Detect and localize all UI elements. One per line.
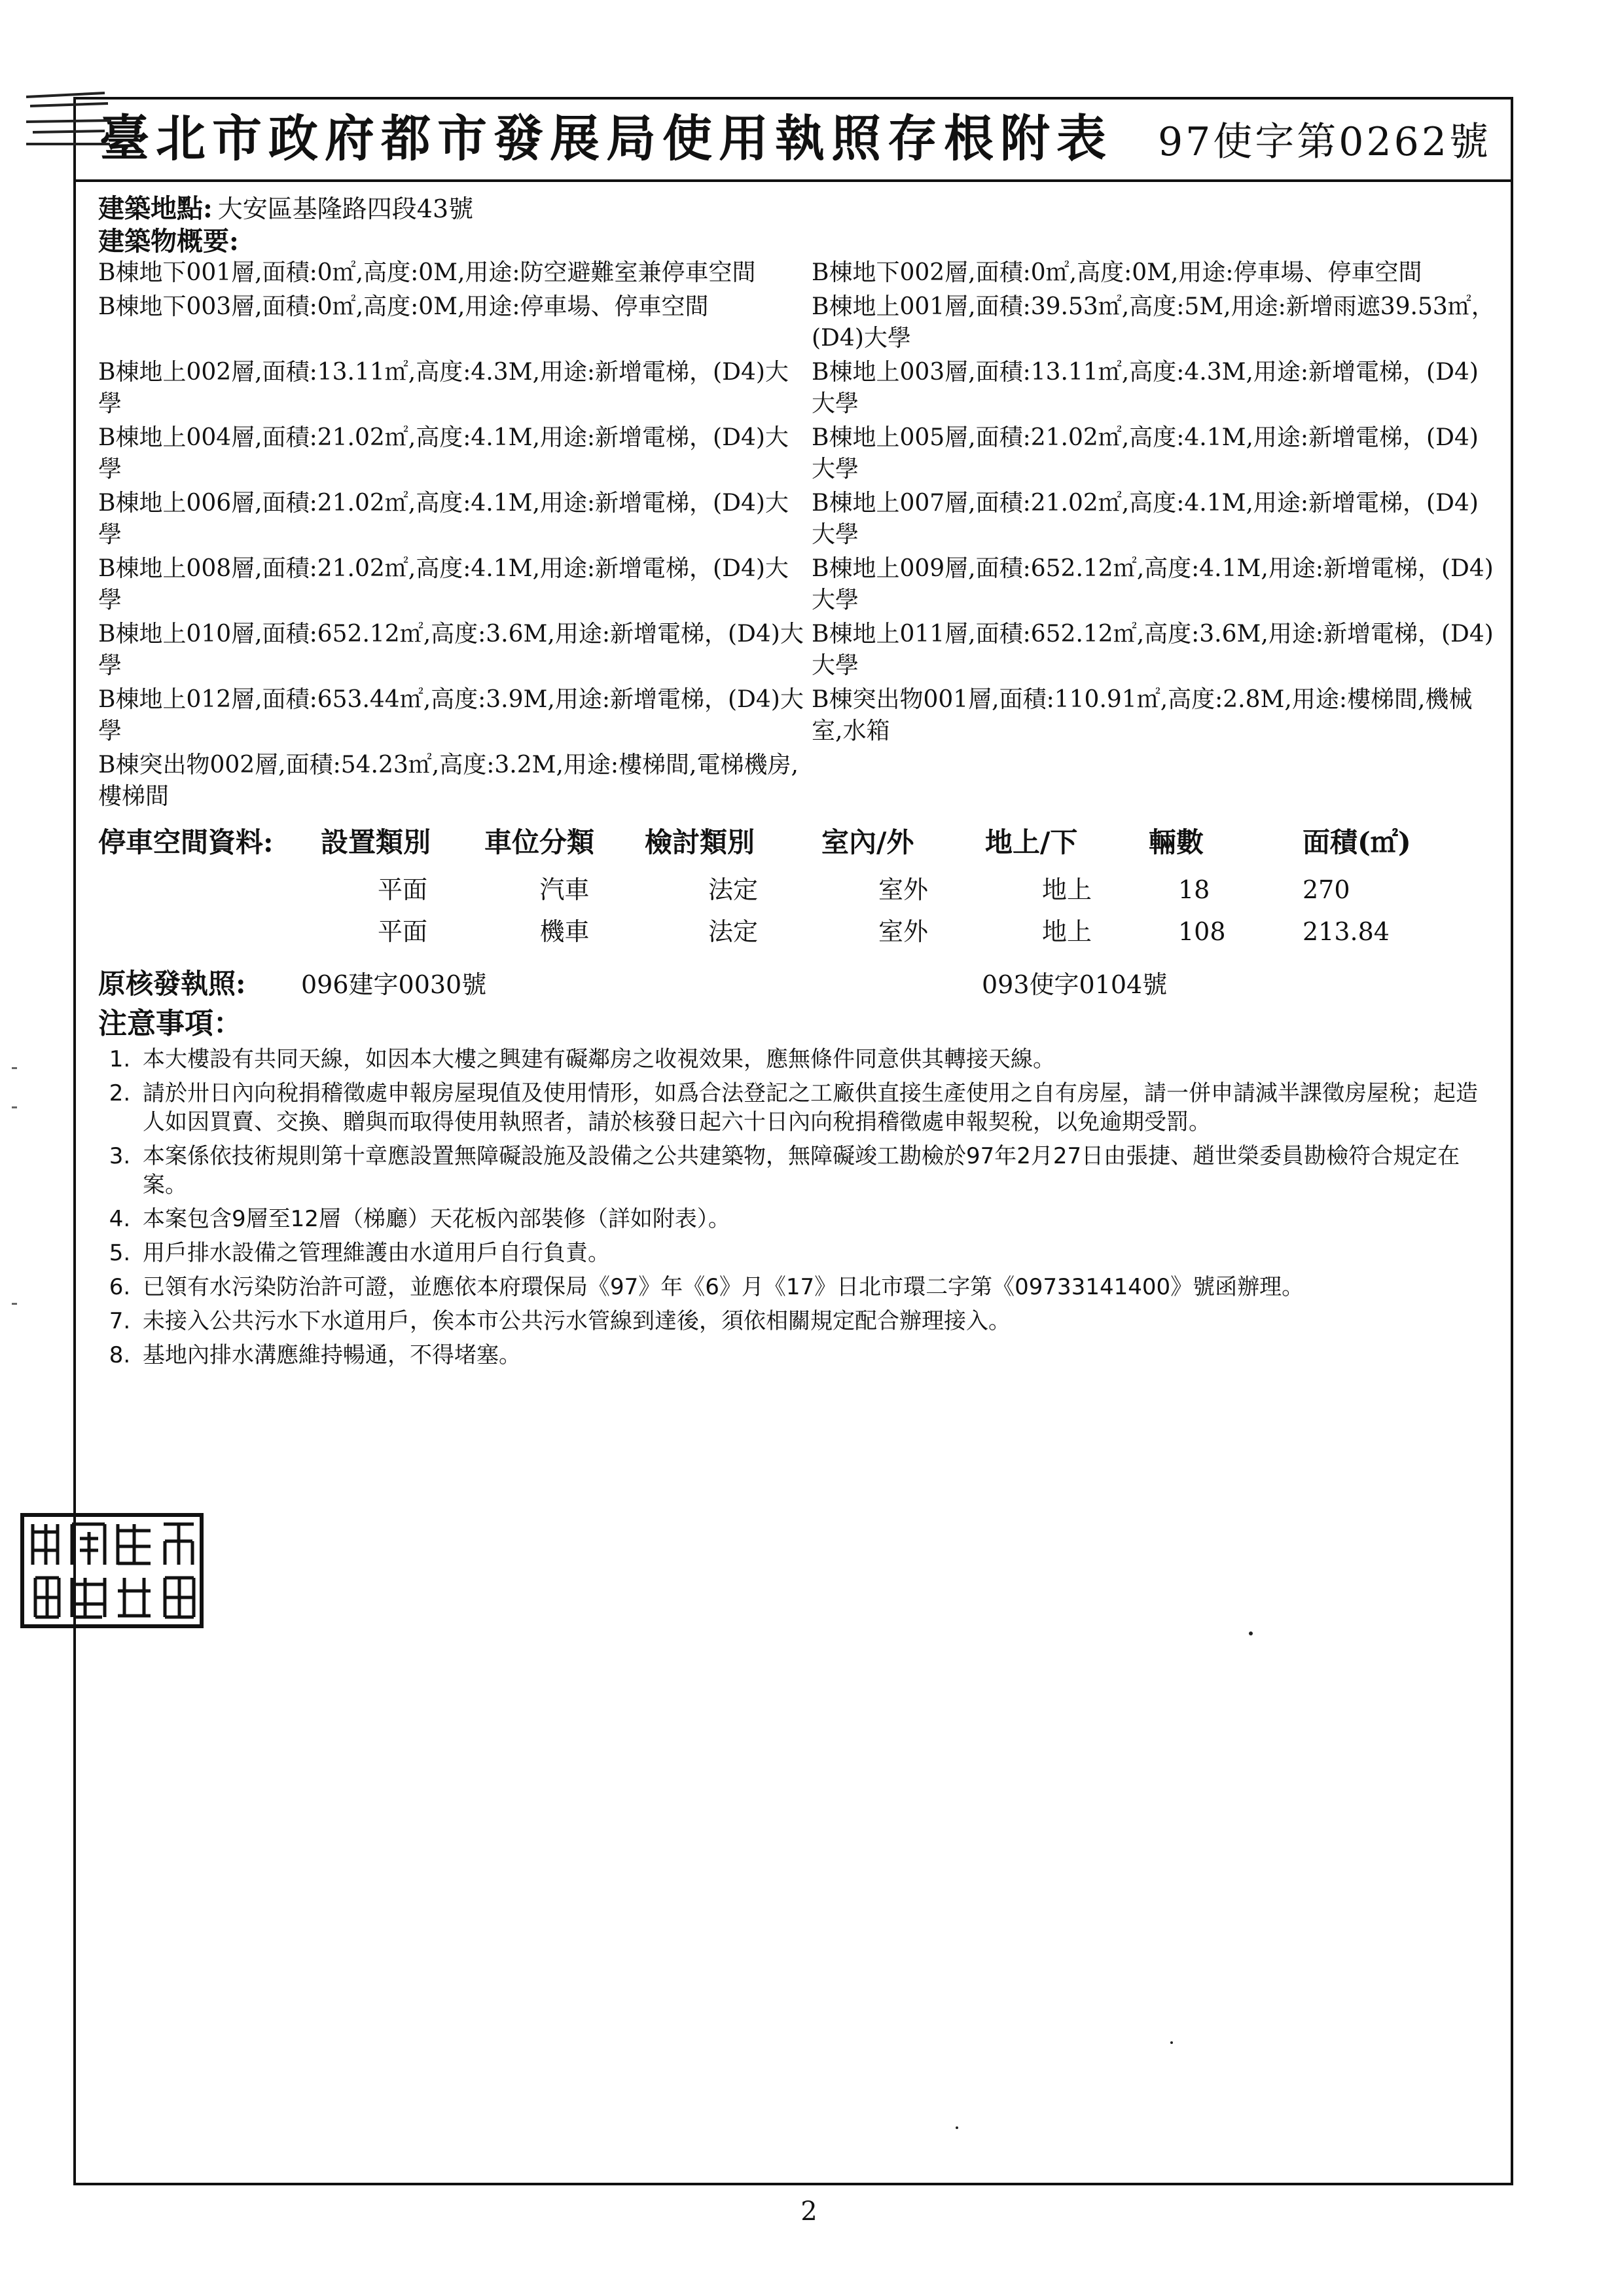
parking-header-cell: 輛數 [1149,826,1204,858]
list-item: 3. 本案係依技術規則第十章應設置無障礙設施及設備之公共建築物，無障礙竣工勘檢於97年2月27日由張捷、趙世榮委員勘檢符合規定在案。 [137,1142,1499,1199]
table-cell: 平面 [377,917,427,946]
list-item: B棟地上006層,面積:21.02㎡,高度:4.1M,用途:新增電梯，(D4)大學 [98,490,789,548]
list-item: B棟突出物002層,面積:54.23㎡,高度:3.2M,用途:樓梯間,電梯機房,樓梯間 [98,752,799,810]
list-item: B棟地下001層,面積:0㎡,高度:0M,用途:防空避難室兼停車空間 [98,259,756,286]
parking-section [98,827,1499,953]
list-item: B棟地上009層,面積:652.12㎡,高度:4.1M,用途:新增電梯，(D4)大學 [812,555,1494,613]
original-permit-row [98,968,1499,1000]
parking-label: 停車空間資料: [98,826,274,858]
original-permit-value-1: 096建字0030號 [301,970,487,999]
parking-header-cell: 地上/下 [985,826,1078,858]
list-item: B棟地上001層,面積:39.53㎡,高度:5M,用途:新增雨遮39.53㎡，(D4)大學 [812,293,1495,352]
table-cell: 地上 [1041,875,1092,904]
list-item: B棟地上002層,面積:13.11㎡,高度:4.3M,用途:新增電梯，(D4)大學 [98,359,789,417]
margin-tick [12,1067,17,1069]
list-item: B棟地上010層,面積:652.12㎡,高度:3.6M,用途:新增電梯，(D4)大學 [98,621,804,679]
parking-header-cell: 檢討類別 [645,826,755,858]
list-item: 7. 未接入公共污水下水道用戶，俟本市公共污水管線到達後，須依相關規定配合辦理接入。 [137,1307,1499,1336]
table-cell: 213.84 [1303,917,1390,946]
speck [1249,1631,1253,1635]
table-cell: 室外 [878,917,928,946]
list-item: 1. 本大樓設有共同天線，如因本大樓之興建有礙鄰房之收視效果，應無條件同意供其轉接天線。 [137,1045,1499,1074]
list-item: B棟地下003層,面積:0㎡,高度:0M,用途:停車場、停車空間 [98,293,709,320]
margin-tick [12,1303,17,1305]
address-row [98,193,1499,225]
table-cell: 270 [1303,875,1350,904]
table-cell: 法定 [708,875,758,904]
notes-label: 注意事項： [98,1007,242,1040]
table-cell: 汽車 [539,875,590,904]
original-permit-value-2: 093使字0104號 [982,970,1168,999]
table-cell: 18 [1178,875,1210,904]
list-item: B棟突出物001層,面積:110.91㎡,高度:2.8M,用途:樓梯間,機械室,水箱 [812,686,1473,744]
overview-label: 建築物概要: [98,226,239,257]
table-cell: 機車 [539,917,590,946]
speck [956,2126,958,2129]
building-overview-list [98,257,1499,812]
list-item: B棟地上007層,面積:21.02㎡,高度:4.1M,用途:新增電梯，(D4)大學 [812,490,1479,548]
list-item: B棟地上012層,面積:653.44㎡,高度:3.9M,用途:新增電梯，(D4)大學 [98,686,804,744]
list-item: B棟地上004層,面積:21.02㎡,高度:4.1M,用途:新增電梯，(D4)大學 [98,424,789,483]
official-seal-icon [20,1512,204,1629]
list-item: B棟地上011層,面積:652.12㎡,高度:3.6M,用途:新增電梯，(D4)大學 [812,621,1494,679]
table-row [98,869,1499,911]
table-row [98,911,1499,953]
notes-list [98,1045,1499,1370]
list-item: 2. 請於卅日內向稅捐稽徵處申報房屋現值及使用情形，如爲合法登記之工廠供直接生產使用之自有房屋，請一併申請減半課徵房屋稅；起造人如因買賣、交換、贈與而取得使用執照者，請於核發日起六十日內向稅捐稽徵處申報契稅，以免逾期受罰。 [137,1079,1499,1137]
parking-header-cell: 面積(㎡) [1303,826,1411,858]
table-cell: 108 [1178,917,1226,946]
table-cell: 地上 [1041,917,1092,946]
table-cell: 室外 [878,875,928,904]
permit-number: 97使字第0262號 [1157,119,1491,165]
table-cell: 平面 [377,875,427,904]
corner-scratch-marks [26,84,111,156]
list-item: B棟地上008層,面積:21.02㎡,高度:4.1M,用途:新增電梯，(D4)大學 [98,555,789,613]
list-item: 4. 本案包含9層至12層（梯廳）天花板內部裝修（詳如附表）。 [137,1205,1499,1233]
list-item: B棟地下002層,面積:0㎡,高度:0M,用途:停車場、停車空間 [812,259,1422,286]
address-label: 建築地點: [98,193,213,224]
title-bar [73,97,1513,182]
page-number: 2 [800,2196,818,2227]
parking-header-cell: 室內/外 [821,826,914,858]
list-item: 6. 已領有水污染防治許可證，並應依本府環保局《97》年《6》月《17》日北市環二字第《09733141400》號函辦理。 [137,1273,1499,1302]
address-value: 大安區基隆路四段43號 [217,194,474,223]
table-cell: 法定 [708,917,758,946]
list-item: B棟地上005層,面積:21.02㎡,高度:4.1M,用途:新增電梯，(D4)大學 [812,424,1479,483]
list-item: 5. 用戶排水設備之管理維護由水道用戶自行負責。 [137,1239,1499,1267]
list-item: B棟地上003層,面積:13.11㎡,高度:4.3M,用途:新增電梯，(D4)大學 [812,359,1479,417]
page-title: 臺北市政府都市發展局使用執照存根附表 [99,109,1113,168]
original-permit-label: 原核發執照: [98,968,246,1000]
document-body [98,193,1499,1375]
parking-header-cell: 車位分類 [484,826,595,858]
margin-tick [12,1106,17,1108]
parking-header-cell: 設置類別 [321,826,431,858]
list-item: 8. 基地內排水溝應維持暢通，不得堵塞。 [137,1341,1499,1370]
parking-header-row [98,827,1499,869]
speck [1170,2041,1173,2044]
